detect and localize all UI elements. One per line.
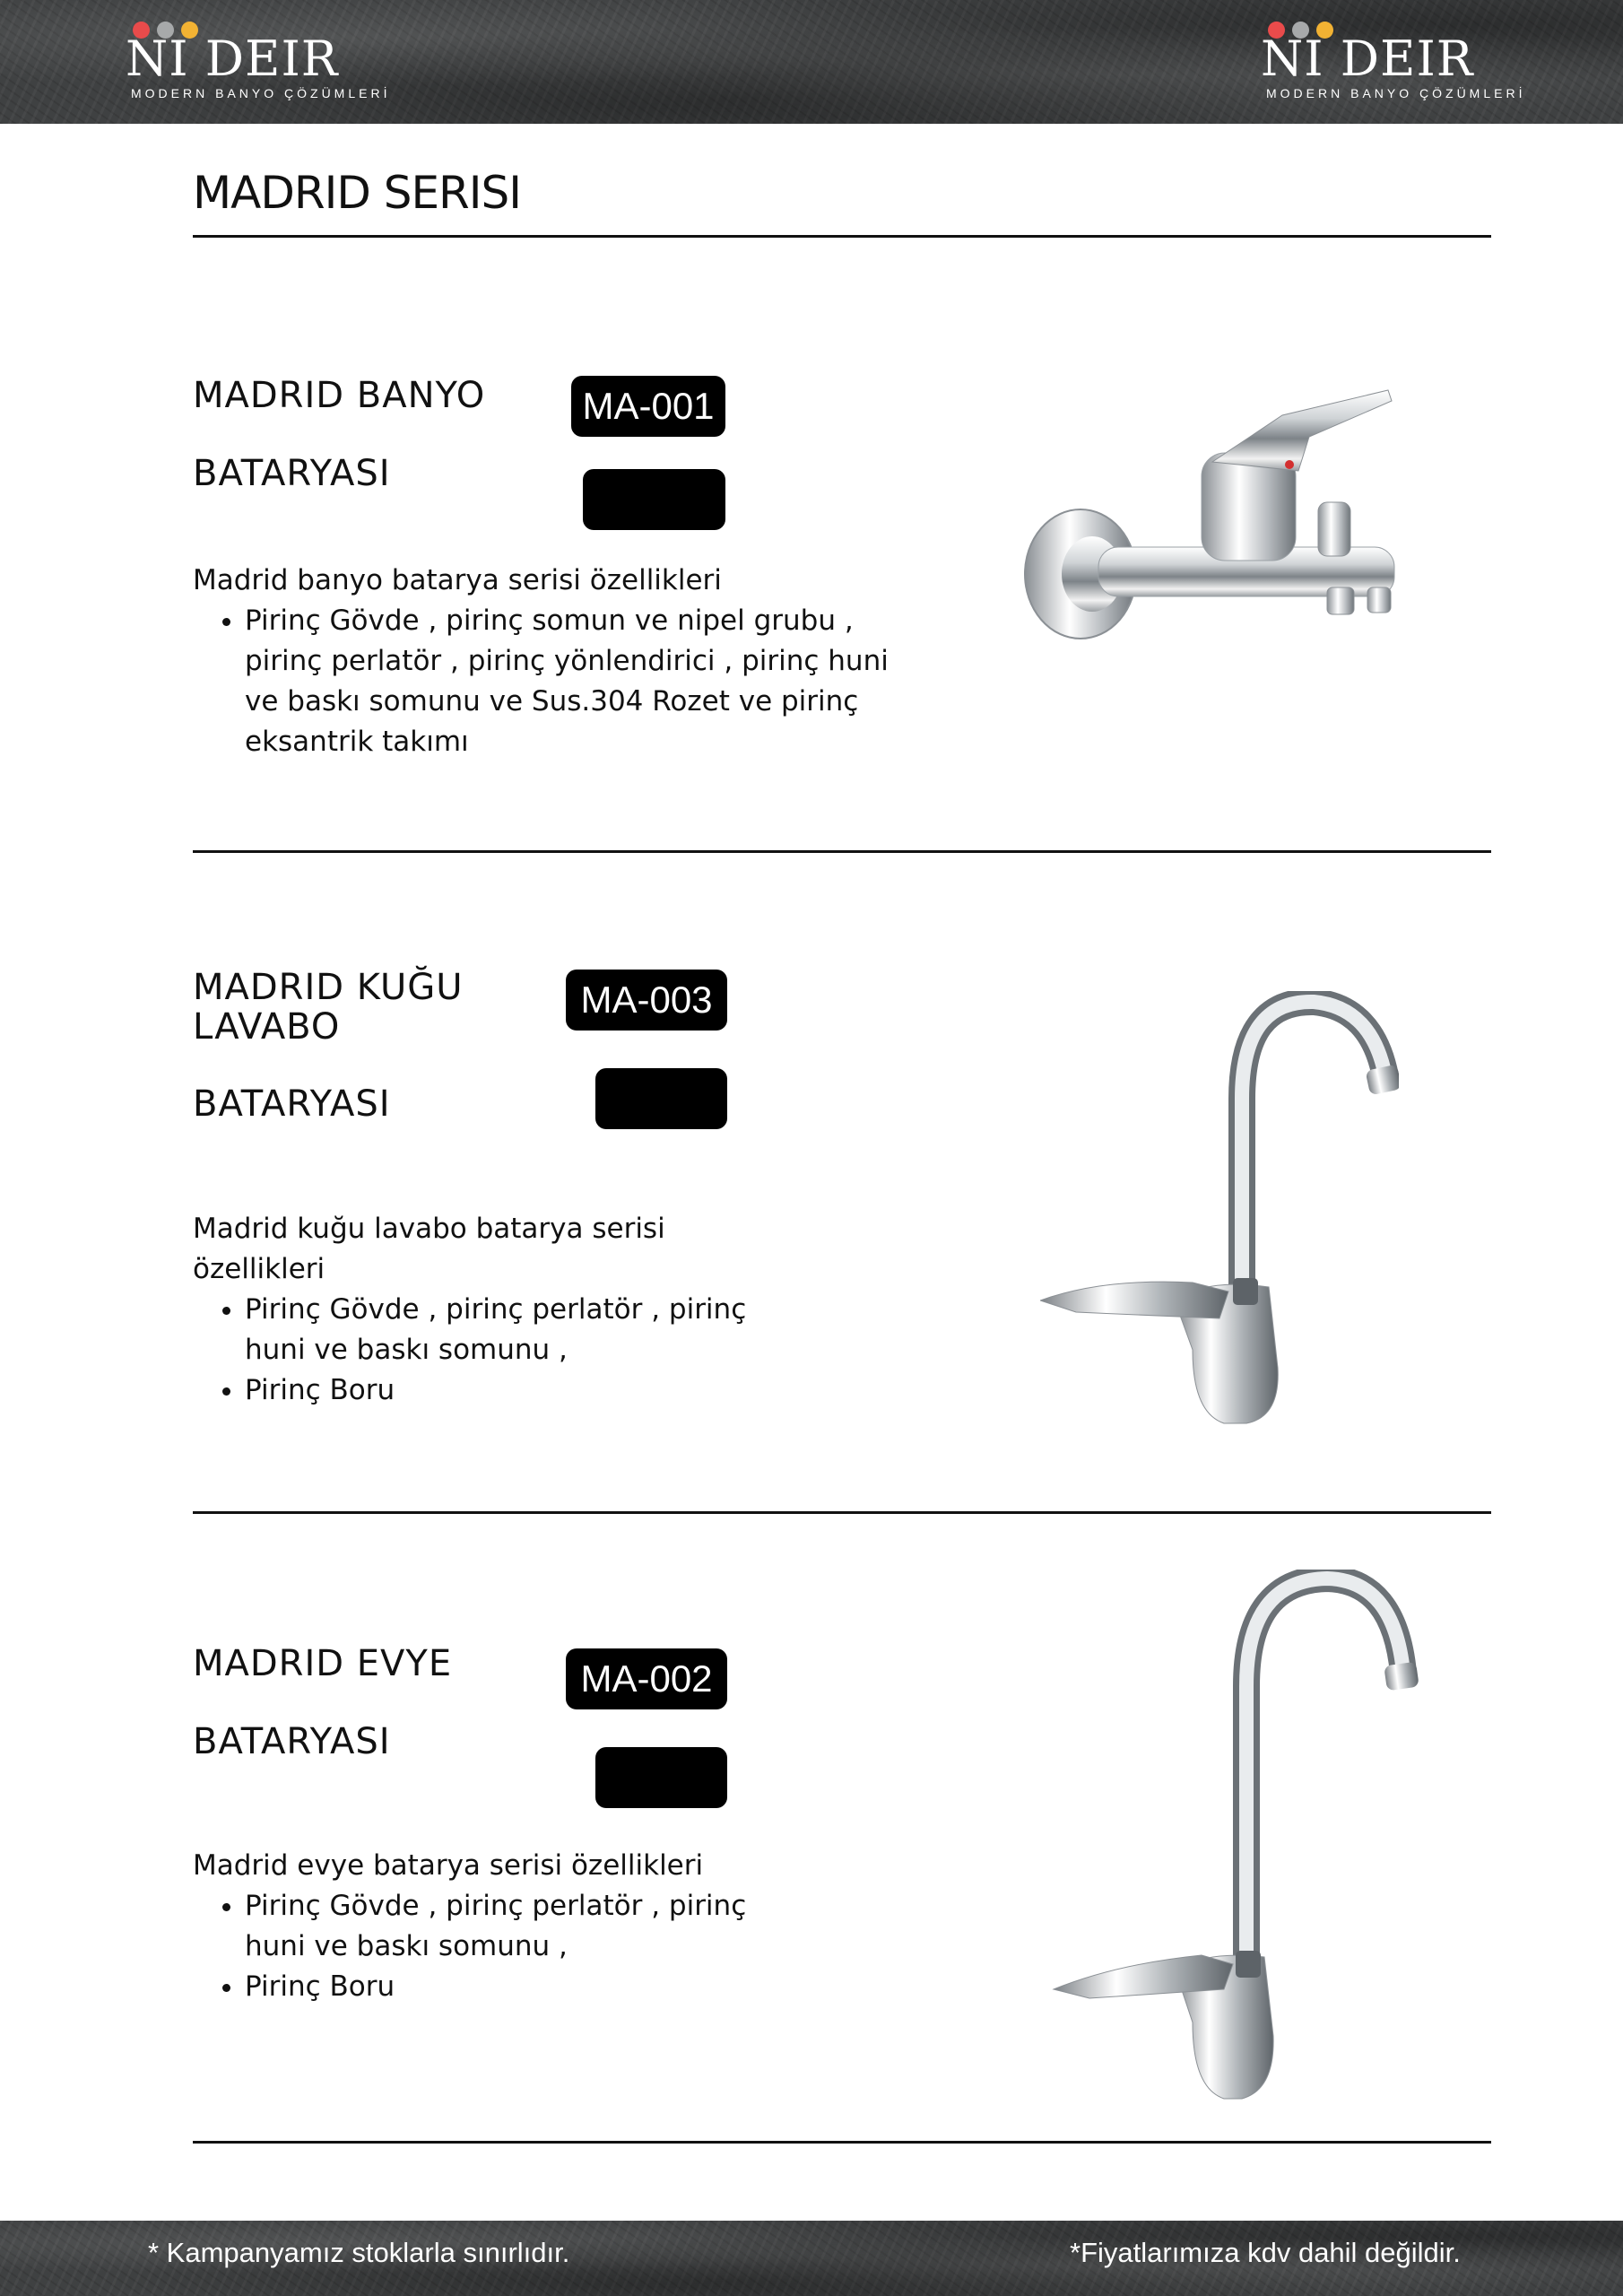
price-badge (595, 1068, 727, 1129)
product-name-line: MADRID EVYE (193, 1643, 453, 1684)
description-intro: Madrid banyo batarya serisi özellikleri (193, 564, 722, 596)
product-description (193, 1209, 803, 1411)
product-name-line: MADRID KUĞU (193, 967, 464, 1008)
price-badge (595, 1747, 727, 1808)
price-badge (583, 469, 725, 530)
wall-bath-mixer-image (1013, 372, 1426, 650)
product-description (193, 1846, 803, 2007)
description-intro: özellikleri (193, 1253, 325, 1285)
section-divider (193, 850, 1491, 853)
product-code-badge: MA-003 (566, 970, 727, 1031)
product-name-line: BATARYASI (193, 1083, 391, 1125)
product-code-badge: MA-001 (571, 376, 725, 437)
product-description (193, 561, 892, 762)
product-name-line: LAVABO (193, 1006, 341, 1048)
brand-name: NI DEIR (126, 30, 339, 87)
campaign-note: * Kampanyamız stoklarla sınırlıdır. (148, 2237, 570, 2268)
feature-list (193, 601, 892, 762)
description-intro: Madrid evye batarya serisi özellikleri (193, 1849, 704, 1882)
brand-logo-right (1261, 18, 1530, 108)
product-name-line: BATARYASI (193, 453, 391, 494)
feature-list (193, 1886, 803, 2007)
product-code-badge: MA-002 (566, 1648, 727, 1709)
section-divider (193, 1511, 1491, 1514)
header-banner (0, 0, 1623, 124)
brand-name: NI DEIR (1261, 30, 1474, 87)
swan-basin-mixer-image (1040, 991, 1399, 1431)
brand-tagline: MODERN BANYO ÇÖZÜMLERİ (1266, 86, 1526, 100)
product-name-line: MADRID BANYO (193, 375, 486, 416)
brand-logo (126, 18, 395, 108)
section-divider (193, 2141, 1491, 2144)
description-intro: Madrid kuğu lavabo batarya serisi (193, 1213, 665, 1245)
product-name-line: BATARYASI (193, 1721, 391, 1762)
title-divider (193, 235, 1491, 238)
feature-list (193, 1290, 803, 1411)
brand-tagline: MODERN BANYO ÇÖZÜMLERİ (131, 86, 391, 100)
feature-item: • Pirinç Gövde , pirinç somun ve nipel grubu , pirinç perlatör , pirinç yönlendirici , pirinç huni ve baskı somunu ve Sus.304 Rozet ve pirinç eksantrik takımı (245, 601, 892, 762)
page-title: MADRID SERISI (193, 167, 522, 219)
vat-note: *Fiyatlarımıza kdv dahil değildir. (1070, 2237, 1461, 2268)
feature-item: • Pirinç Boru (245, 1967, 803, 2007)
sink-mixer-image (1049, 1570, 1426, 2108)
feature-item: • Pirinç Gövde , pirinç perlatör , pirinç huni ve baskı somunu , (245, 1290, 803, 1370)
feature-item: • Pirinç Boru (245, 1370, 803, 1411)
feature-item: • Pirinç Gövde , pirinç perlatör , pirinç huni ve baskı somunu , (245, 1886, 803, 1967)
